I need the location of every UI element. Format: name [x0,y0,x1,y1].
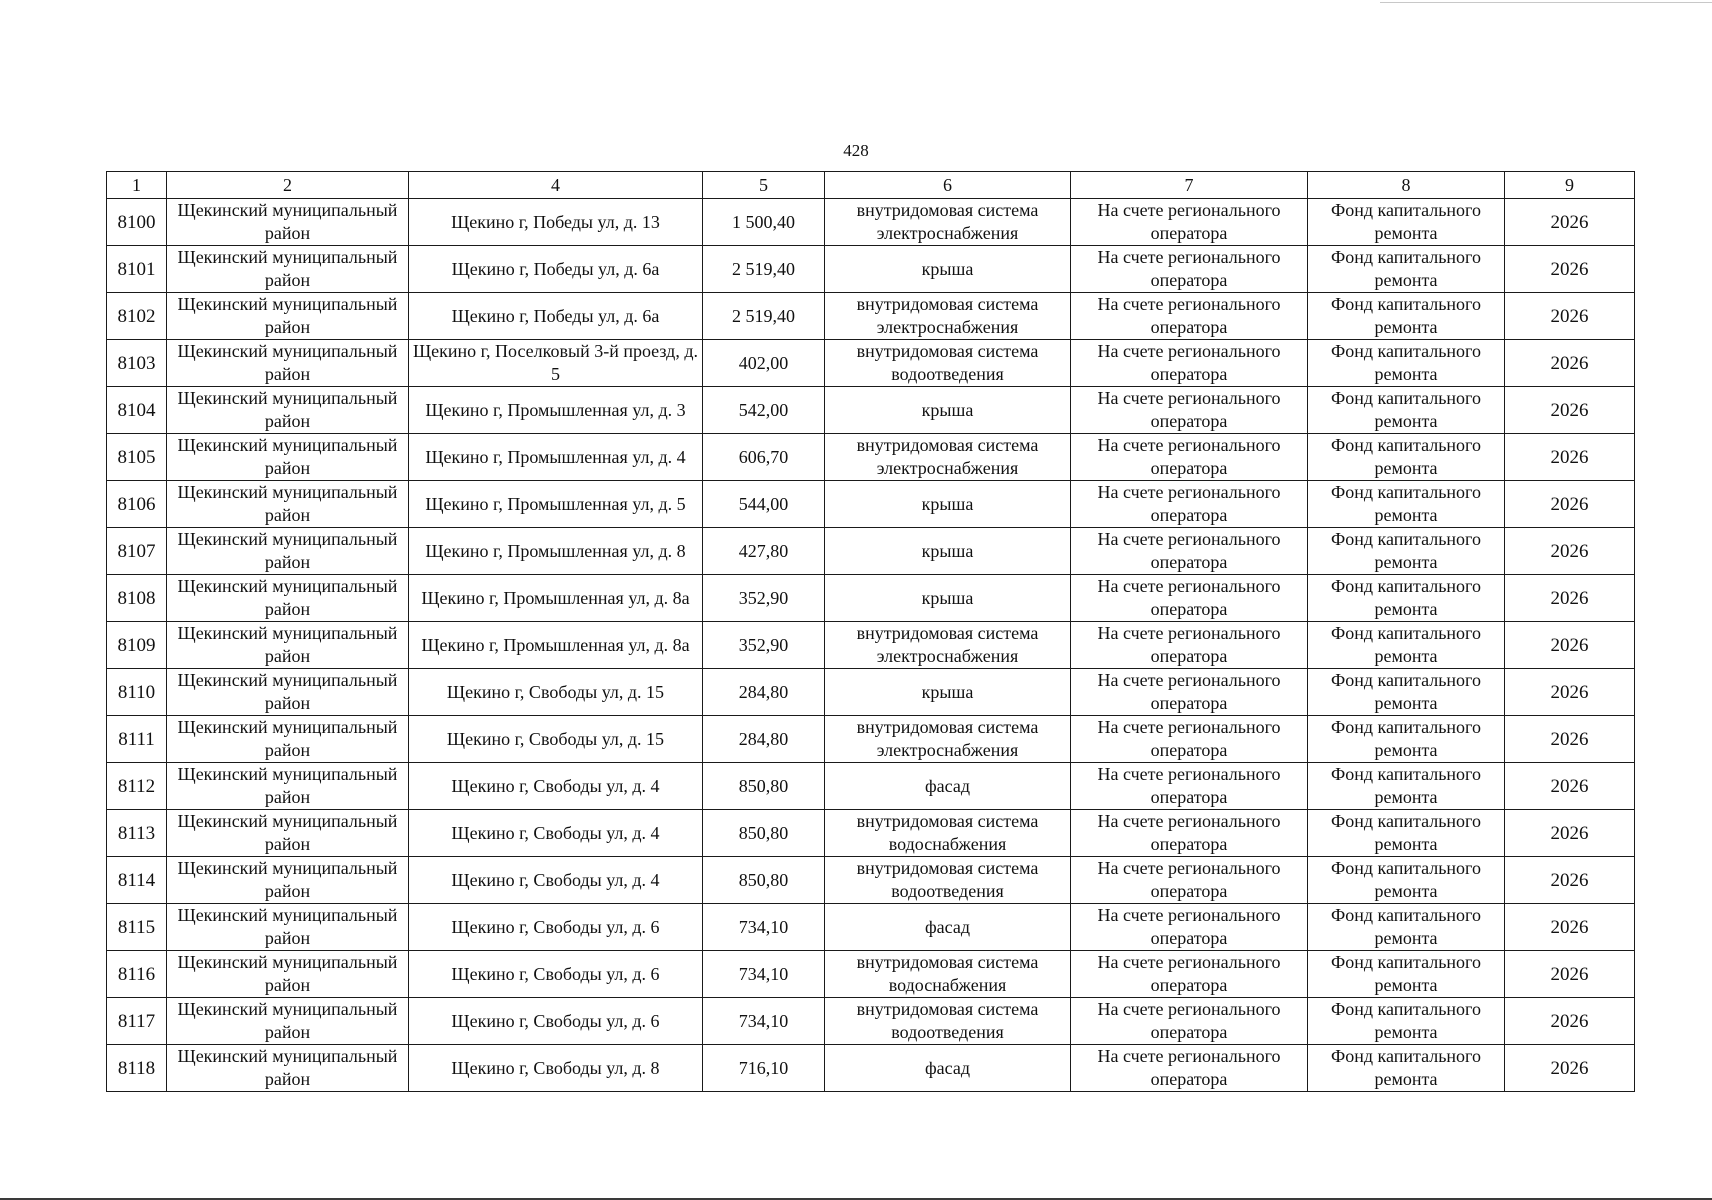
row-number-cell: 8110 [107,669,167,716]
column-number-row [107,172,1635,199]
funding-account-cell: На счете регионального оператора [1071,951,1308,998]
district-cell: Щекинский муниципальный район [167,199,409,246]
area-cell: 734,10 [703,951,825,998]
district-cell: Щекинский муниципальный район [167,669,409,716]
funding-source-cell: Фонд капитального ремонта [1308,481,1505,528]
table-row [107,434,1635,481]
district-cell: Щекинский муниципальный район [167,763,409,810]
address-cell: Щекино г, Промышленная ул, д. 3 [409,387,703,434]
repair-year-cell: 2026 [1505,951,1635,998]
row-number-cell: 8101 [107,246,167,293]
address-cell: Щекино г, Свободы ул, д. 8 [409,1045,703,1092]
area-cell: 284,80 [703,716,825,763]
row-number-cell: 8111 [107,716,167,763]
funding-source-cell: Фонд капитального ремонта [1308,622,1505,669]
structural-element-cell: внутридомовая система водоснабжения [825,810,1071,857]
table-row [107,387,1635,434]
row-number-cell: 8106 [107,481,167,528]
address-cell: Щекино г, Свободы ул, д. 4 [409,810,703,857]
row-number-cell: 8112 [107,763,167,810]
column-header: 7 [1071,172,1308,199]
structural-element-cell: внутридомовая система электроснабжения [825,293,1071,340]
funding-account-cell: На счете регионального оператора [1071,575,1308,622]
district-cell: Щекинский муниципальный район [167,810,409,857]
row-number-cell: 8115 [107,904,167,951]
column-header: 2 [167,172,409,199]
row-number-cell: 8117 [107,998,167,1045]
funding-source-cell: Фонд капитального ремонта [1308,434,1505,481]
column-header: 1 [107,172,167,199]
funding-source-cell: Фонд капитального ремонта [1308,575,1505,622]
table-row [107,763,1635,810]
repair-year-cell: 2026 [1505,998,1635,1045]
area-cell: 2 519,40 [703,246,825,293]
row-number-cell: 8104 [107,387,167,434]
row-number-cell: 8107 [107,528,167,575]
funding-account-cell: На счете регионального оператора [1071,434,1308,481]
funding-account-cell: На счете регионального оператора [1071,293,1308,340]
address-cell: Щекино г, Промышленная ул, д. 5 [409,481,703,528]
repair-year-cell: 2026 [1505,622,1635,669]
district-cell: Щекинский муниципальный район [167,904,409,951]
repair-year-cell: 2026 [1505,669,1635,716]
area-cell: 850,80 [703,857,825,904]
funding-source-cell: Фонд капитального ремонта [1308,810,1505,857]
table-row [107,340,1635,387]
table-row [107,575,1635,622]
table-row [107,199,1635,246]
table-row [107,1045,1635,1092]
row-number-cell: 8109 [107,622,167,669]
address-cell: Щекино г, Победы ул, д. 13 [409,199,703,246]
funding-account-cell: На счете регионального оператора [1071,246,1308,293]
table-row [107,951,1635,998]
row-number-cell: 8113 [107,810,167,857]
area-cell: 2 519,40 [703,293,825,340]
funding-source-cell: Фонд капитального ремонта [1308,857,1505,904]
area-cell: 352,90 [703,575,825,622]
funding-account-cell: На счете регионального оператора [1071,1045,1308,1092]
structural-element-cell: внутридомовая система водоотведения [825,998,1071,1045]
structural-element-cell: крыша [825,669,1071,716]
table-row [107,857,1635,904]
funding-account-cell: На счете регионального оператора [1071,528,1308,575]
structural-element-cell: внутридомовая система электроснабжения [825,622,1071,669]
table-row [107,716,1635,763]
district-cell: Щекинский муниципальный район [167,951,409,998]
table-row [107,293,1635,340]
funding-source-cell: Фонд капитального ремонта [1308,246,1505,293]
funding-source-cell: Фонд капитального ремонта [1308,716,1505,763]
funding-account-cell: На счете регионального оператора [1071,340,1308,387]
structural-element-cell: внутридомовая система электроснабжения [825,199,1071,246]
repair-year-cell: 2026 [1505,199,1635,246]
column-header: 5 [703,172,825,199]
funding-account-cell: На счете регионального оператора [1071,857,1308,904]
address-cell: Щекино г, Свободы ул, д. 4 [409,857,703,904]
district-cell: Щекинский муниципальный район [167,340,409,387]
row-number-cell: 8116 [107,951,167,998]
structural-element-cell: внутридомовая система электроснабжения [825,434,1071,481]
district-cell: Щекинский муниципальный район [167,857,409,904]
funding-source-cell: Фонд капитального ремонта [1308,199,1505,246]
structural-element-cell: фасад [825,1045,1071,1092]
address-cell: Щекино г, Промышленная ул, д. 8 [409,528,703,575]
column-header: 8 [1308,172,1505,199]
district-cell: Щекинский муниципальный район [167,716,409,763]
funding-source-cell: Фонд капитального ремонта [1308,763,1505,810]
structural-element-cell: крыша [825,481,1071,528]
area-cell: 734,10 [703,998,825,1045]
repair-year-cell: 2026 [1505,1045,1635,1092]
address-cell: Щекино г, Свободы ул, д. 6 [409,904,703,951]
district-cell: Щекинский муниципальный район [167,622,409,669]
table-row [107,528,1635,575]
row-number-cell: 8100 [107,199,167,246]
structural-element-cell: внутридомовая система водоотведения [825,857,1071,904]
funding-account-cell: На счете регионального оператора [1071,387,1308,434]
structural-element-cell: фасад [825,763,1071,810]
funding-source-cell: Фонд капитального ремонта [1308,669,1505,716]
funding-source-cell: Фонд капитального ремонта [1308,340,1505,387]
table-row [107,810,1635,857]
column-header: 9 [1505,172,1635,199]
funding-account-cell: На счете регионального оператора [1071,669,1308,716]
funding-account-cell: На счете регионального оператора [1071,763,1308,810]
table-row [107,622,1635,669]
repair-year-cell: 2026 [1505,857,1635,904]
structural-element-cell: внутридомовая система водоснабжения [825,951,1071,998]
area-cell: 850,80 [703,810,825,857]
funding-account-cell: На счете регионального оператора [1071,199,1308,246]
row-number-cell: 8114 [107,857,167,904]
area-cell: 284,80 [703,669,825,716]
area-cell: 850,80 [703,763,825,810]
column-header: 6 [825,172,1071,199]
district-cell: Щекинский муниципальный район [167,434,409,481]
area-cell: 606,70 [703,434,825,481]
structural-element-cell: крыша [825,387,1071,434]
row-number-cell: 8118 [107,1045,167,1092]
capital-repair-table [106,171,1635,1092]
repair-year-cell: 2026 [1505,481,1635,528]
funding-account-cell: На счете регионального оператора [1071,904,1308,951]
address-cell: Щекино г, Победы ул, д. 6а [409,246,703,293]
repair-year-cell: 2026 [1505,387,1635,434]
address-cell: Щекино г, Свободы ул, д. 15 [409,669,703,716]
district-cell: Щекинский муниципальный район [167,575,409,622]
address-cell: Щекино г, Промышленная ул, д. 8а [409,575,703,622]
address-cell: Щекино г, Свободы ул, д. 4 [409,763,703,810]
district-cell: Щекинский муниципальный район [167,481,409,528]
structural-element-cell: внутридомовая система электроснабжения [825,716,1071,763]
district-cell: Щекинский муниципальный район [167,998,409,1045]
area-cell: 544,00 [703,481,825,528]
table-row [107,998,1635,1045]
district-cell: Щекинский муниципальный район [167,528,409,575]
district-cell: Щекинский муниципальный район [167,246,409,293]
table-row [107,669,1635,716]
row-number-cell: 8108 [107,575,167,622]
repair-year-cell: 2026 [1505,434,1635,481]
area-cell: 1 500,40 [703,199,825,246]
address-cell: Щекино г, Свободы ул, д. 6 [409,951,703,998]
table-body [107,199,1635,1092]
table-row [107,481,1635,528]
repair-year-cell: 2026 [1505,293,1635,340]
district-cell: Щекинский муниципальный район [167,1045,409,1092]
row-number-cell: 8102 [107,293,167,340]
funding-source-cell: Фонд капитального ремонта [1308,387,1505,434]
area-cell: 542,00 [703,387,825,434]
funding-source-cell: Фонд капитального ремонта [1308,951,1505,998]
address-cell: Щекино г, Поселковый 3-й проезд, д. 5 [409,340,703,387]
row-number-cell: 8105 [107,434,167,481]
row-number-cell: 8103 [107,340,167,387]
funding-account-cell: На счете регионального оператора [1071,716,1308,763]
repair-year-cell: 2026 [1505,575,1635,622]
funding-account-cell: На счете регионального оператора [1071,622,1308,669]
district-cell: Щекинский муниципальный район [167,293,409,340]
funding-source-cell: Фонд капитального ремонта [1308,293,1505,340]
repair-year-cell: 2026 [1505,528,1635,575]
funding-source-cell: Фонд капитального ремонта [1308,1045,1505,1092]
repair-year-cell: 2026 [1505,763,1635,810]
address-cell: Щекино г, Промышленная ул, д. 8а [409,622,703,669]
funding-source-cell: Фонд капитального ремонта [1308,998,1505,1045]
repair-year-cell: 2026 [1505,904,1635,951]
area-cell: 716,10 [703,1045,825,1092]
table-row [107,904,1635,951]
structural-element-cell: крыша [825,528,1071,575]
address-cell: Щекино г, Свободы ул, д. 6 [409,998,703,1045]
repair-year-cell: 2026 [1505,716,1635,763]
area-cell: 734,10 [703,904,825,951]
funding-account-cell: На счете регионального оператора [1071,481,1308,528]
district-cell: Щекинский муниципальный район [167,387,409,434]
repair-year-cell: 2026 [1505,246,1635,293]
funding-source-cell: Фонд капитального ремонта [1308,528,1505,575]
column-header: 4 [409,172,703,199]
repair-year-cell: 2026 [1505,810,1635,857]
repair-year-cell: 2026 [1505,340,1635,387]
funding-source-cell: Фонд капитального ремонта [1308,904,1505,951]
address-cell: Щекино г, Свободы ул, д. 15 [409,716,703,763]
structural-element-cell: крыша [825,246,1071,293]
address-cell: Щекино г, Промышленная ул, д. 4 [409,434,703,481]
structural-element-cell: фасад [825,904,1071,951]
funding-account-cell: На счете регионального оператора [1071,998,1308,1045]
address-cell: Щекино г, Победы ул, д. 6а [409,293,703,340]
area-cell: 427,80 [703,528,825,575]
funding-account-cell: На счете регионального оператора [1071,810,1308,857]
scan-edge-line-top [1380,2,1712,3]
structural-element-cell: крыша [825,575,1071,622]
table-row [107,246,1635,293]
page-number: 428 [843,141,869,160]
area-cell: 402,00 [703,340,825,387]
area-cell: 352,90 [703,622,825,669]
structural-element-cell: внутридомовая система водоотведения [825,340,1071,387]
